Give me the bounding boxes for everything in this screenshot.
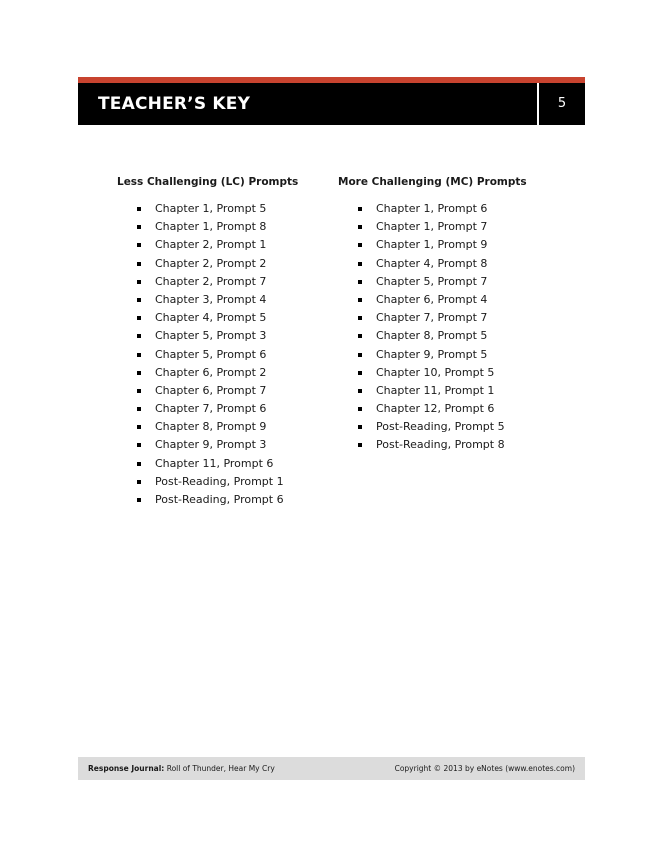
mc-prompts-list (338, 200, 527, 455)
square-bullet-icon (358, 371, 362, 375)
mc-prompts-heading: More Challenging (MC) Prompts (338, 176, 527, 188)
list-item (117, 382, 298, 400)
list-item-label: Chapter 6, Prompt 4 (376, 292, 488, 306)
square-bullet-icon (358, 389, 362, 393)
list-item (338, 255, 527, 273)
square-bullet-icon (358, 316, 362, 320)
square-bullet-icon (137, 280, 141, 284)
header-bar (78, 83, 537, 125)
list-item (117, 327, 298, 345)
list-item (338, 218, 527, 236)
list-item-label: Chapter 3, Prompt 4 (155, 292, 267, 306)
list-item (338, 273, 527, 291)
list-item-label: Chapter 2, Prompt 7 (155, 274, 267, 288)
square-bullet-icon (358, 443, 362, 447)
square-bullet-icon (358, 407, 362, 411)
list-item-label: Post-Reading, Prompt 6 (155, 493, 284, 506)
square-bullet-icon (137, 298, 141, 302)
square-bullet-icon (358, 425, 362, 429)
list-item-label: Chapter 6, Prompt 2 (155, 365, 267, 379)
list-item (117, 255, 298, 273)
list-item (117, 364, 298, 382)
list-item (117, 200, 298, 218)
list-item-label: Chapter 1, Prompt 6 (376, 202, 488, 215)
page-title: TEACHER’S KEY (98, 94, 251, 114)
list-item-label: Chapter 8, Prompt 9 (155, 420, 267, 434)
square-bullet-icon (137, 353, 141, 357)
square-bullet-icon (358, 207, 362, 211)
square-bullet-icon (137, 443, 141, 447)
list-item-label: Chapter 11, Prompt 6 (155, 456, 274, 470)
list-item-label: Chapter 4, Prompt 8 (376, 256, 488, 270)
list-item-label: Chapter 1, Prompt 9 (376, 238, 488, 252)
square-bullet-icon (137, 334, 141, 338)
square-bullet-icon (137, 480, 141, 484)
list-item-label: Chapter 4, Prompt 5 (155, 311, 267, 325)
square-bullet-icon (137, 498, 141, 502)
list-item (117, 291, 298, 309)
list-item (117, 309, 298, 327)
list-item-label: Chapter 1, Prompt 8 (155, 220, 267, 234)
list-item (338, 236, 527, 254)
list-item-label: Chapter 1, Prompt 7 (376, 220, 488, 234)
square-bullet-icon (137, 407, 141, 411)
list-item-label: Chapter 6, Prompt 7 (155, 383, 267, 397)
list-item-label: Post-Reading, Prompt 5 (376, 420, 505, 434)
list-item-label: Chapter 5, Prompt 6 (155, 347, 267, 361)
footer-copyright: Copyright © 2013 by eNotes (www.enotes.com) (394, 764, 575, 773)
list-item (117, 491, 298, 509)
footer-bar (78, 757, 585, 780)
list-item (338, 346, 527, 364)
footer-source (88, 757, 275, 780)
list-item-label: Chapter 1, Prompt 5 (155, 202, 267, 215)
list-item (117, 418, 298, 436)
page-number-box (539, 83, 585, 125)
square-bullet-icon (137, 425, 141, 429)
square-bullet-icon (358, 225, 362, 229)
list-item (338, 327, 527, 345)
square-bullet-icon (137, 462, 141, 466)
list-item-label: Chapter 7, Prompt 7 (376, 311, 488, 325)
lc-prompts-heading: Less Challenging (LC) Prompts (117, 176, 299, 188)
square-bullet-icon (358, 334, 362, 338)
list-item (338, 291, 527, 309)
list-item (117, 400, 298, 418)
list-item (338, 382, 527, 400)
list-item-label: Chapter 5, Prompt 7 (376, 274, 488, 288)
list-item-label: Chapter 8, Prompt 5 (376, 329, 488, 343)
list-item-label: Chapter 2, Prompt 2 (155, 256, 267, 270)
square-bullet-icon (137, 316, 141, 320)
list-item-label: Chapter 2, Prompt 1 (155, 238, 267, 252)
footer-label: Response Journal: (88, 764, 165, 773)
square-bullet-icon (358, 298, 362, 302)
square-bullet-icon (137, 389, 141, 393)
list-item (338, 309, 527, 327)
list-item-label: Chapter 9, Prompt 3 (155, 438, 267, 452)
list-item (117, 273, 298, 291)
square-bullet-icon (137, 262, 141, 266)
square-bullet-icon (358, 353, 362, 357)
list-item (338, 418, 527, 436)
square-bullet-icon (137, 207, 141, 211)
mc-prompts-column (338, 175, 527, 455)
square-bullet-icon (358, 243, 362, 247)
list-item-label: Chapter 10, Prompt 5 (376, 365, 495, 379)
list-item (338, 364, 527, 382)
footer-book-title: Roll of Thunder, Hear My Cry (166, 764, 275, 773)
lc-prompts-column (117, 175, 298, 509)
square-bullet-icon (358, 262, 362, 266)
square-bullet-icon (358, 280, 362, 284)
list-item-label: Chapter 7, Prompt 6 (155, 402, 267, 416)
list-item (117, 346, 298, 364)
list-item (117, 436, 298, 454)
square-bullet-icon (137, 371, 141, 375)
lc-prompts-list (117, 200, 298, 509)
list-item (338, 200, 527, 218)
list-item-label: Chapter 12, Prompt 6 (376, 402, 495, 416)
square-bullet-icon (137, 243, 141, 247)
list-item-label: Chapter 11, Prompt 1 (376, 383, 495, 397)
list-item (117, 236, 298, 254)
page-number: 5 (557, 96, 567, 111)
list-item-label: Post-Reading, Prompt 1 (155, 474, 284, 488)
list-item (338, 400, 527, 418)
list-item (338, 436, 527, 454)
list-item (117, 455, 298, 473)
list-item (117, 218, 298, 236)
list-item-label: Chapter 9, Prompt 5 (376, 347, 488, 361)
square-bullet-icon (137, 225, 141, 229)
list-item (117, 473, 298, 491)
list-item-label: Post-Reading, Prompt 8 (376, 438, 505, 452)
list-item-label: Chapter 5, Prompt 3 (155, 329, 267, 343)
